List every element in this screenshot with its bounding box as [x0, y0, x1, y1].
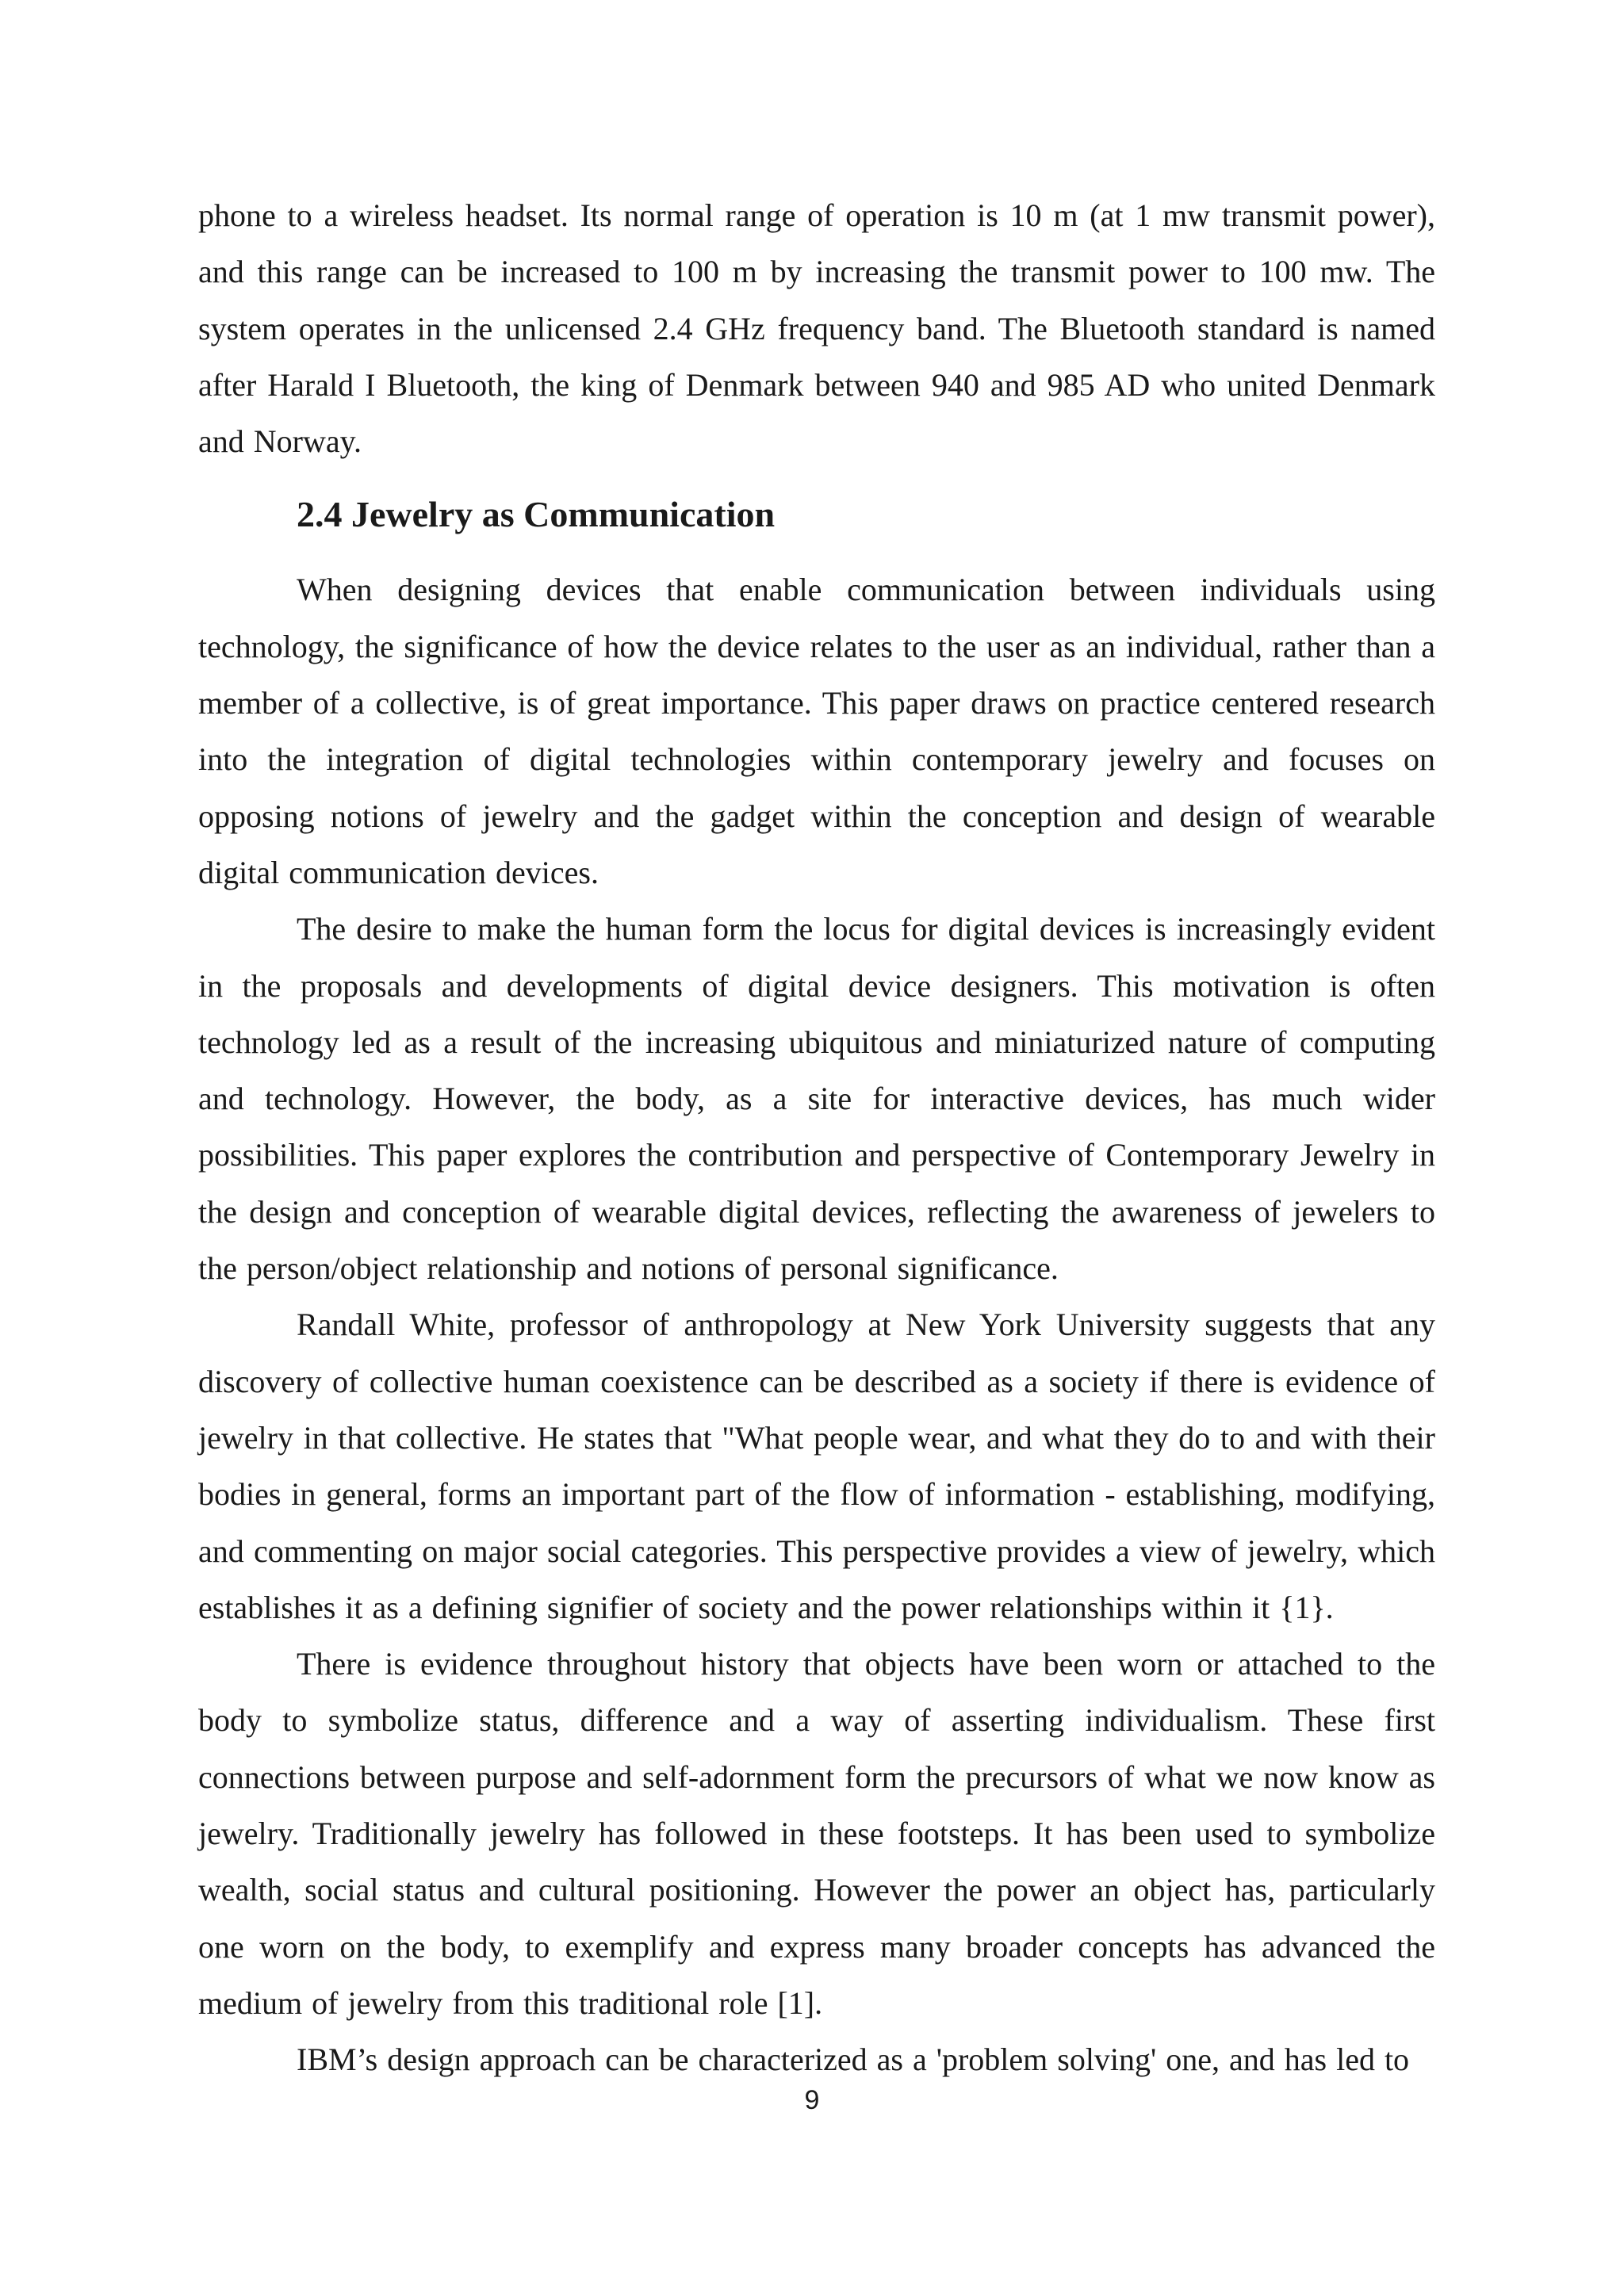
body-paragraph-3: Randall White, professor of anthropology at New York University suggests that any discovery of collective human coexistence can be described as a society if there is evidence of jewelry in that collective. He states that "What people wear, and what they do to and with their bodies in general, forms an important part of the flow of information - establishing, modifying, and commenting on major social categories. This perspective provides a view of jewelry, which establishes it as a defining signifier of society and the power relationships within it {1}.	[198, 1307, 1435, 1625]
page-number: 9	[804, 2085, 820, 2115]
body-paragraph-2: The desire to make the human form the locus for digital devices is increasingly evident in the proposals and developments of digital device designers. This motivation is often technology led as a result of the increasing ubiquitous and miniaturized nature of computing and technology. However, the body, as a site for interactive devices, has much wider possibilities. This paper explores the contribution and perspective of Contemporary Jewelry in the design and conception of wearable digital devices, reflecting the awareness of jewelers to the person/object relationship and notions of personal significance.	[198, 911, 1435, 1287]
body-paragraph-continued: phone to a wireless headset. Its normal range of operation is 10 m (at 1 mw transmit power), and this range can be increased to 100 m by increasing the transmit power to 100 mw. The system operates in the unlicensed 2.4 GHz frequency band. The Bluetooth standard is named after Harald I Bluetooth, the king of Denmark between 940 and 985 AD who united Denmark and Norway.	[198, 197, 1435, 460]
body-paragraph-5: IBM’s design approach can be characterized as a 'problem solving' one, and has led to	[297, 2042, 1410, 2078]
body-paragraph-1: When designing devices that enable communication between individuals using technology, the significance of how the device relates to the user as an individual, rather than a member of a collective, is of great importance. This paper draws on practice centered research into the integration of digital technologies within contemporary jewelry and focuses on opposing notions of jewelry and the gadget within the conception and design of wearable digital communication devices.	[198, 572, 1435, 890]
section-heading: 2.4 Jewelry as Communication	[297, 494, 776, 535]
body-paragraph-4: There is evidence throughout history that objects have been worn or attached to the body to symbolize status, difference and a way of asserting individualism. These first connections between purpose and self-adornment form the precursors of what we now know as jewelry. Traditionally jewelry has followed in these footsteps. It has been used to symbolize wealth, social status and cultural positioning. However the power an object has, particularly one worn on the body, to exemplify and express many broader concepts has advanced the medium of jewelry from this traditional role [1].	[198, 1646, 1435, 2021]
document-page	[198, 187, 1435, 2088]
